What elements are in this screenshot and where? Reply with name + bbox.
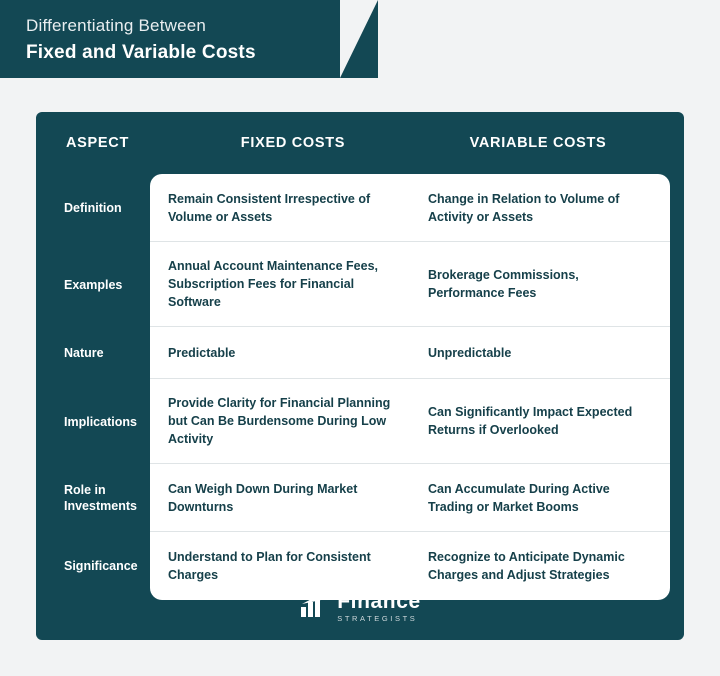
aspect-label: Definition — [64, 201, 122, 215]
table-body — [36, 174, 684, 600]
fixed-cost-cell: Annual Account Maintenance Fees, Subscription Fees for Financial Software — [168, 259, 378, 309]
aspect-label: Role in Investments — [64, 483, 137, 513]
finance-strategists-logo-icon — [299, 593, 329, 619]
title-banner — [0, 0, 340, 78]
variable-cost-cell: Can Significantly Impact Expected Returns if Overlooked — [428, 405, 633, 437]
fixed-cost-cell: Remain Consistent Irrespective of Volume or Assets — [168, 191, 371, 224]
comparison-card — [36, 112, 684, 640]
fixed-cost-cell: Predictable — [168, 345, 236, 360]
aspect-label: Nature — [64, 346, 104, 360]
variable-cost-cell: Change in Relation to Volume of Activity or Assets — [428, 191, 620, 224]
aspect-column — [36, 174, 150, 600]
column-header-fixed-costs: FIXED COSTS — [240, 135, 346, 151]
table-row — [150, 464, 670, 532]
column-header-aspect: ASPECT — [66, 135, 130, 151]
fixed-cost-cell: Can Weigh Down During Market Downturns — [168, 481, 358, 514]
fixed-cost-cell: Understand to Plan for Consistent Charges — [168, 550, 371, 582]
values-panel — [150, 174, 670, 600]
title-line-1: Differentiating Between — [26, 16, 207, 35]
logo-subtitle: STRATEGISTS — [337, 613, 418, 623]
table-row — [150, 327, 670, 379]
table-row — [150, 174, 670, 242]
title-line-2: Fixed and Variable Costs — [26, 42, 256, 63]
variable-cost-cell: Unpredictable — [428, 345, 512, 360]
aspect-label: Significance — [64, 559, 138, 573]
aspect-label: Implications — [64, 414, 137, 429]
table-header-row — [36, 112, 684, 174]
footer-logo — [36, 591, 684, 623]
aspect-label: Examples — [64, 277, 123, 292]
column-header-variable-costs: VARIABLE COSTS — [469, 135, 607, 151]
variable-cost-cell: Can Accumulate During Active Trading or Market Booms — [428, 481, 610, 514]
fixed-cost-cell: Provide Clarity for Financial Planning but Can Be Burdensome During Low Activity — [168, 396, 391, 446]
variable-cost-cell: Brokerage Commissions, Performance Fees — [428, 268, 579, 300]
table-row — [150, 242, 670, 327]
table-row — [150, 379, 670, 464]
variable-cost-cell: Recognize to Anticipate Dynamic Charges and Adjust Strategies — [428, 550, 625, 582]
logo-wordmark — [337, 591, 421, 623]
logo-title: Finance — [337, 589, 421, 613]
